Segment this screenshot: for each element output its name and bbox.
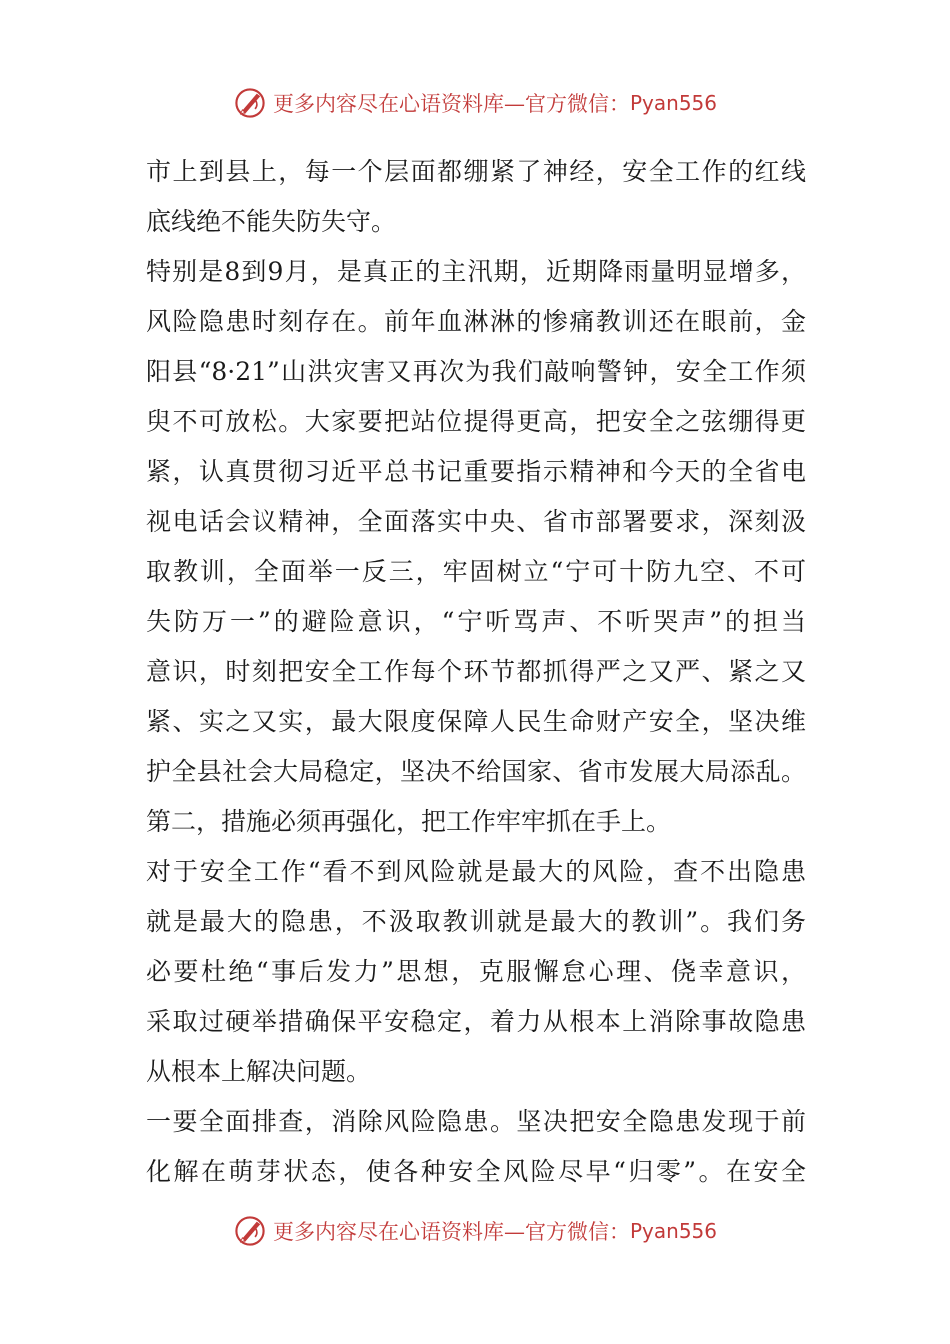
text-line: 失防万一”的避险意识，“宁听骂声、不听哭声”的担当 [146, 607, 806, 636]
text-line: 臾不可放松。大家要把站位提得更高，把安全之弦绷得更 [146, 407, 806, 436]
text-line: 紧、实之又实，最大限度保障人民生命财产安全，坚决维 [146, 707, 806, 736]
header-banner [0, 83, 950, 123]
pen-logo-icon [233, 86, 267, 120]
header-wechat-id: Pyan556 [629, 91, 717, 115]
header-banner-text: 更多内容尽在心语资料库—官方微信： [272, 92, 630, 116]
text-line: 阳县“8·21”山洪灾害又再次为我们敲响警钟，安全工作须 [146, 357, 806, 386]
text-line: 必要杜绝“事后发力”思想，克服懈怠心理、侥幸意识， [146, 957, 806, 986]
text-line: 紧，认真贯彻习近平总书记重要指示精神和今天的全省电 [146, 457, 806, 486]
text-line: 市上到县上，每一个层面都绷紧了神经，安全工作的红线 [146, 157, 806, 186]
footer-banner-text: 更多内容尽在心语资料库—官方微信： [272, 1220, 630, 1244]
text-line: 化解在萌芽状态，使各种安全风险尽早“归零”。在安全 [146, 1157, 806, 1186]
text-line: 特别是8到9月，是真正的主汛期，近期降雨量明显增多， [146, 257, 806, 286]
body-text [146, 147, 806, 1197]
pen-logo-icon [233, 1214, 267, 1248]
text-line: 就是最大的隐患，不汲取教训就是最大的教训”。我们务 [146, 907, 806, 936]
footer-banner [0, 1211, 950, 1251]
text-line: 意识，时刻把安全工作每个环节都抓得严之又严、紧之又 [146, 657, 806, 686]
text-line: 风险隐患时刻存在。前年血淋淋的惨痛教训还在眼前，金 [146, 307, 806, 336]
text-line: 视电话会议精神，全面落实中央、省市部署要求，深刻汲 [146, 507, 806, 536]
text-line: 一要全面排查，消除风险隐患。坚决把安全隐患发现于前 [146, 1107, 806, 1136]
footer-wechat-id: Pyan556 [629, 1219, 717, 1243]
text-line: 采取过硬举措确保平安稳定，着力从根本上消除事故隐患 [146, 1007, 806, 1036]
section-heading: 第二，措施必须再强化，把工作牢牢抓在手上。 [146, 807, 672, 836]
text-line: 底线绝不能失防失守。 [146, 207, 397, 236]
text-line: 从根本上解决问题。 [146, 1057, 372, 1086]
text-line: 护全县社会大局稳定，坚决不给国家、省市发展大局添乱。 [146, 757, 806, 786]
text-line: 取教训，全面举一反三，牢固树立“宁可十防九空、不可 [146, 557, 806, 586]
text-line: 对于安全工作“看不到风险就是最大的风险，查不出隐患 [146, 857, 806, 886]
